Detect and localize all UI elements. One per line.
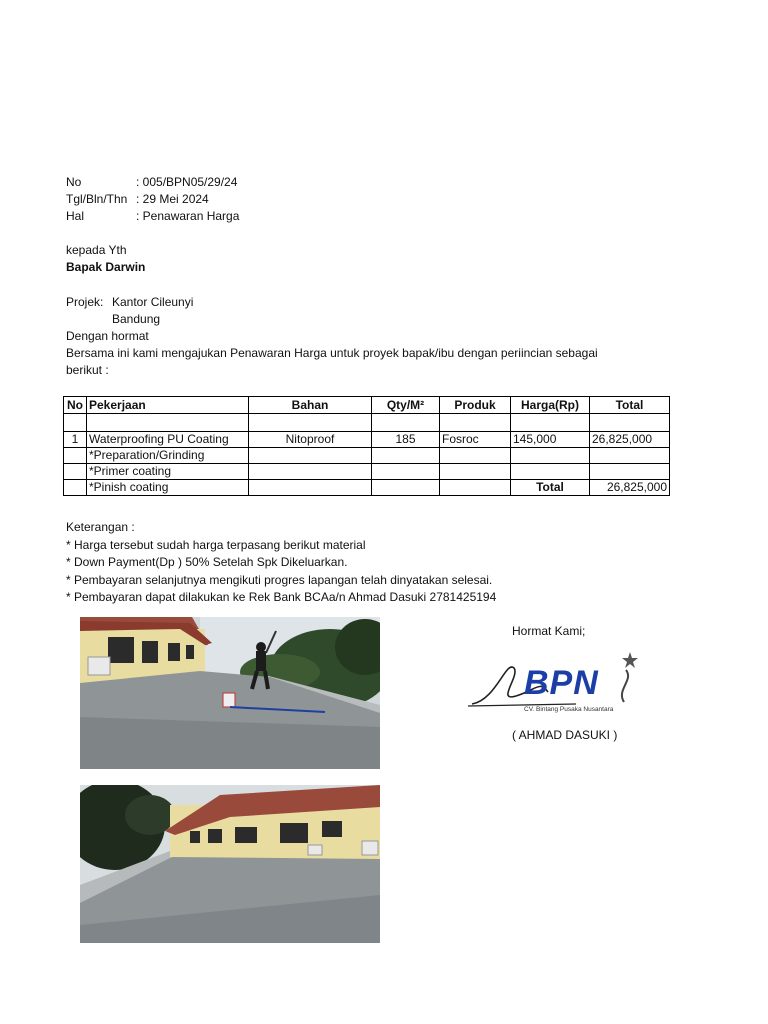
col-header-produk: Produk bbox=[440, 397, 511, 414]
notes-section bbox=[66, 519, 496, 607]
company-name: CV. Bintang Pusaka Nusantara bbox=[524, 706, 614, 713]
cell-pekerjaan: Waterproofing PU Coating bbox=[87, 432, 249, 448]
note-item: * Down Payment(Dp ) 50% Setelah Spk Dikeluarkan. bbox=[66, 555, 348, 569]
doc-date-row bbox=[66, 191, 209, 208]
col-header-no: No bbox=[64, 397, 87, 414]
note-item: * Pembayaran selanjutnya mengikuti progres lapangan telah dinyatakan selesai. bbox=[66, 572, 493, 587]
note-item: * Pembayaran dapat dilakukan ke Rek Bank BCAa/n Ahmad Dasuki 2781425194 bbox=[66, 590, 497, 604]
doc-number-row bbox=[66, 174, 237, 191]
intro-line1: Bersama ini kami mengajukan Penawaran Harga untuk proyek bapak/ibu dengan periincian sebagai bbox=[66, 346, 598, 360]
closing-text: Hormat Kami; bbox=[512, 624, 586, 638]
col-header-qty: Qty/M² bbox=[372, 397, 440, 414]
project-label: Projek: bbox=[66, 295, 104, 309]
doc-number-value: : 005/BPN05/29/24 bbox=[136, 175, 238, 189]
doc-date-label: Tgl/Bln/Thn bbox=[66, 192, 128, 206]
notes-title: Keterangan : bbox=[66, 520, 135, 534]
project-line1: Kantor Cileunyi bbox=[112, 295, 194, 309]
doc-number-label: No bbox=[66, 175, 82, 189]
cell-sub-item: *Primer coating bbox=[87, 464, 249, 480]
cell-no: 1 bbox=[64, 432, 87, 448]
project-row bbox=[66, 294, 193, 311]
doc-subject-row bbox=[66, 208, 239, 225]
company-logo bbox=[466, 650, 646, 722]
recipient-name: Bapak Darwin bbox=[66, 260, 146, 274]
doc-subject-label: Hal bbox=[66, 209, 85, 223]
table-row bbox=[64, 480, 670, 496]
project-line2: Bandung bbox=[112, 312, 161, 326]
cell-produk: Fosroc bbox=[440, 432, 511, 448]
signatory-name: ( AHMAD DASUKI ) bbox=[512, 728, 618, 742]
cell-grand-total: 26,825,000 bbox=[590, 480, 670, 496]
cell-qty: 185 bbox=[372, 432, 440, 448]
note-item: * Harga tersebut sudah harga terpasang berikut material bbox=[66, 537, 366, 552]
col-header-bahan: Bahan bbox=[249, 397, 372, 414]
recipient-greeting: kepada Yth bbox=[66, 243, 127, 257]
doc-subject-value: : Penawaran Harga bbox=[136, 209, 240, 223]
col-header-total: Total bbox=[590, 397, 670, 414]
table-header-row bbox=[64, 397, 670, 414]
cell-bahan: Nitoproof bbox=[249, 432, 372, 448]
table-row bbox=[64, 448, 670, 464]
cell-sub-item: *Pinish coating bbox=[87, 480, 249, 496]
roof-photo-finished bbox=[80, 785, 380, 943]
opening-text: Dengan hormat bbox=[66, 329, 149, 343]
cell-harga: 145,000 bbox=[511, 432, 590, 448]
table-row-spacer bbox=[64, 414, 670, 432]
table-row bbox=[64, 432, 670, 448]
cell-total: 26,825,000 bbox=[590, 432, 670, 448]
cell-sub-item: *Preparation/Grinding bbox=[87, 448, 249, 464]
quote-table bbox=[63, 396, 670, 496]
col-header-pekerjaan: Pekerjaan bbox=[87, 397, 249, 414]
doc-date-value: : 29 Mei 2024 bbox=[136, 192, 209, 206]
table-row bbox=[64, 464, 670, 480]
col-header-harga: Harga(Rp) bbox=[511, 397, 590, 414]
logo-text: BPN bbox=[524, 664, 599, 702]
cell-total-label: Total bbox=[511, 480, 590, 496]
intro-line2: berikut : bbox=[66, 363, 109, 377]
roof-photo-worker bbox=[80, 617, 380, 769]
